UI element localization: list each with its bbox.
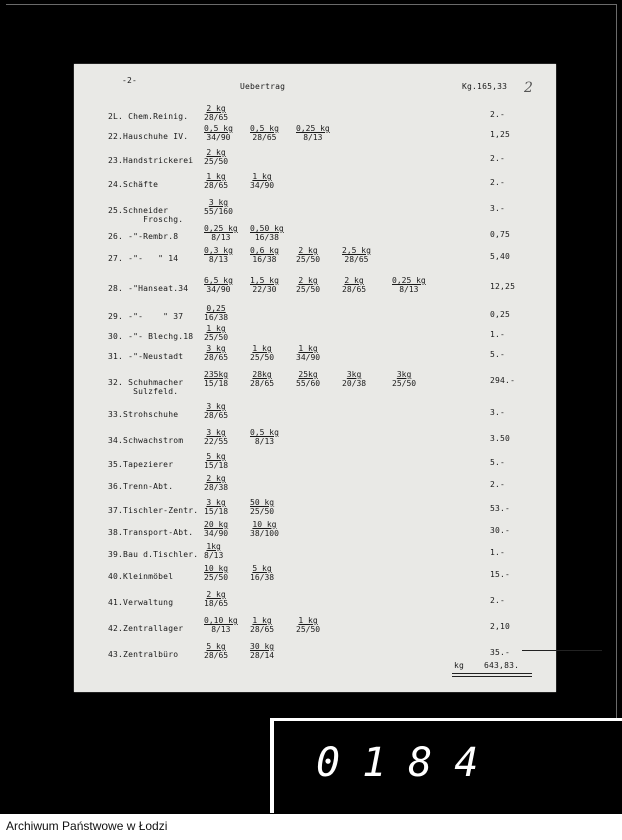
weight-fraction: 34/90 [206, 133, 231, 142]
weight-value: 3 kg [208, 198, 229, 207]
weight-entry [204, 344, 228, 362]
weight-fraction: 25/50 [296, 285, 321, 294]
row-label: 38.Transport-Abt. [108, 528, 194, 537]
weight-fraction: 28/65 [344, 255, 369, 264]
weight-entry [204, 148, 228, 166]
weight-value: 0,3 kg [204, 246, 233, 255]
weight-value: 10 kg [204, 564, 229, 573]
row-amount: 2,10 [490, 622, 511, 631]
weight-fraction: 28/14 [250, 651, 275, 660]
row-label: 28. -"Hanseat.34 [108, 284, 189, 293]
weight-value: 1 kg [298, 344, 318, 353]
carry-amount: Kg.165,33 [462, 82, 508, 91]
row-amount: 1.- [490, 330, 506, 339]
row-amount: 294.- [490, 376, 516, 385]
weight-entry [204, 564, 228, 582]
weight-entry [204, 124, 233, 142]
weight-entry [250, 124, 279, 142]
weight-value: 10 kg [252, 520, 277, 529]
weight-fraction: 8/13 [399, 285, 419, 294]
weight-entry [342, 246, 371, 264]
weight-value: 0,6 kg [250, 246, 279, 255]
row-label: 25.Schneider Froschg. [108, 206, 184, 224]
weight-fraction: 16/38 [254, 233, 279, 242]
weight-entry [296, 124, 330, 142]
row-amount: 30.- [490, 526, 511, 535]
weight-value: 5 kg [206, 642, 226, 651]
archive-footer [0, 814, 622, 840]
row-label: 33.Strohschuhe [108, 410, 179, 419]
weight-fraction: 15/18 [204, 461, 229, 470]
weight-entry [296, 370, 320, 388]
archive-name: Archiwum Państwowe w Łodzi [6, 819, 168, 833]
row-label: 24.Schäfte [108, 180, 159, 189]
weight-fraction: 18/65 [204, 599, 229, 608]
weight-value: 2 kg [206, 474, 226, 483]
row-label: 22.Hauschuhe IV. [108, 132, 189, 141]
weight-entry [392, 370, 416, 388]
weight-fraction: 22/55 [204, 437, 229, 446]
weight-entry [250, 428, 279, 446]
row-amount: 3.- [490, 204, 506, 213]
weight-value: 30 kg [250, 642, 275, 651]
weight-entry [296, 616, 320, 634]
row-amount: 53.- [490, 504, 511, 513]
row-amount: 2.- [490, 178, 506, 187]
row-label: 39.Bau d.Tischler. [108, 550, 199, 559]
weight-fraction: 15/18 [204, 379, 229, 388]
weight-value: 1 kg [252, 172, 272, 181]
weight-fraction: 25/50 [204, 333, 229, 342]
row-label: 31. -"-Neustadt [108, 352, 184, 361]
weight-entry [342, 370, 366, 388]
weight-value: 3 kg [206, 498, 226, 507]
weight-fraction: 28/65 [204, 353, 229, 362]
weight-value: 3 kg [206, 344, 226, 353]
weight-entry [250, 224, 284, 242]
weight-value: 28kg [252, 370, 272, 379]
weight-fraction: 25/50 [296, 255, 321, 264]
weight-fraction: 28/65 [250, 625, 275, 634]
weight-value: 235kg [204, 370, 229, 379]
weight-fraction: 28/65 [204, 181, 229, 190]
weight-value: 0,25 kg [392, 276, 426, 285]
weight-value: 1,5 kg [250, 276, 279, 285]
weight-fraction: 25/50 [392, 379, 417, 388]
weight-entry [204, 224, 238, 242]
row-label: 32. Schuhmacher Sulzfeld. [108, 378, 184, 396]
frame-counter [270, 718, 622, 810]
weight-entry [392, 276, 426, 294]
weight-entry [204, 474, 228, 492]
weight-value: 3 kg [206, 402, 226, 411]
row-label: 43.Zentralbüro [108, 650, 179, 659]
row-label: 27. -"- " 14 [108, 254, 179, 263]
weight-entry [204, 520, 228, 538]
weight-fraction: 28/65 [204, 113, 229, 122]
weight-fraction: 16/38 [252, 255, 277, 264]
weight-fraction: 8/13 [211, 625, 231, 634]
weight-entry [250, 344, 274, 362]
row-amount: 3.- [490, 408, 506, 417]
row-amount: 1.- [490, 548, 506, 557]
row-label: 36.Trenn-Abt. [108, 482, 174, 491]
weight-value: 2 kg [344, 276, 364, 285]
weight-value: 0,25 kg [296, 124, 330, 133]
weight-entry [204, 246, 233, 264]
weight-entry [204, 172, 228, 190]
weight-entry [204, 324, 228, 342]
weight-entry [250, 642, 274, 660]
weight-fraction: 25/50 [296, 625, 321, 634]
weight-entry [204, 428, 228, 446]
film-edge-top [6, 4, 616, 5]
total-unit: kg [454, 661, 465, 670]
weight-value: 5 kg [252, 564, 272, 573]
weight-fraction: 28/65 [252, 133, 277, 142]
weight-entry [204, 642, 228, 660]
weight-fraction: 25/50 [204, 573, 229, 582]
weight-value: 25kg [298, 370, 318, 379]
weight-entry [250, 520, 279, 538]
weight-fraction: 25/50 [250, 353, 275, 362]
weight-value: 3kg [346, 370, 362, 379]
row-amount: 5.- [490, 350, 506, 359]
weight-fraction: 28/65 [250, 379, 275, 388]
counter-number: 0184 [316, 740, 501, 786]
weight-fraction: 20/38 [342, 379, 367, 388]
weight-entry [296, 246, 320, 264]
weight-value: 6,5 kg [204, 276, 233, 285]
weight-entry [250, 616, 274, 634]
weight-value: 2 kg [206, 104, 226, 113]
weight-fraction: 8/13 [204, 551, 224, 560]
weight-value: 5 kg [206, 452, 226, 461]
weight-value: 3 kg [206, 428, 226, 437]
weight-fraction: 16/38 [204, 313, 229, 322]
weight-entry [250, 246, 279, 264]
weight-value: 0,50 kg [250, 224, 284, 233]
weight-fraction: 22/30 [252, 285, 277, 294]
total-rule-bottom [452, 671, 532, 679]
row-amount: 0,75 [490, 230, 511, 239]
weight-entry [296, 344, 320, 362]
weight-value: 1 kg [298, 616, 318, 625]
weight-value: 50 kg [250, 498, 275, 507]
weight-fraction: 34/90 [296, 353, 321, 362]
row-amount: 5,40 [490, 252, 511, 261]
weight-fraction: 28/65 [342, 285, 367, 294]
weight-fraction: 25/50 [250, 507, 275, 516]
row-label: 23.Handstrickerei [108, 156, 194, 165]
row-amount: 2.- [490, 480, 506, 489]
page-number: -2- [122, 76, 138, 85]
row-amount: 2.- [490, 154, 506, 163]
weight-value: 0,5 kg [250, 124, 279, 133]
weight-value: 2 kg [206, 590, 226, 599]
row-label: 2L. Chem.Reinig. [108, 112, 189, 121]
row-label: 35.Tapezierer [108, 460, 174, 469]
row-amount: 35.- [490, 648, 511, 657]
weight-entry [204, 542, 223, 560]
weight-value: 0,10 kg [204, 616, 238, 625]
weight-fraction: 34/90 [250, 181, 275, 190]
row-label: 30. -"- Blechg.18 [108, 332, 194, 341]
weight-entry [204, 304, 228, 322]
weight-value: 0,25 kg [204, 224, 238, 233]
weight-entry [342, 276, 366, 294]
row-amount: 0,25 [490, 310, 511, 319]
weight-value: 0,5 kg [204, 124, 233, 133]
weight-entry [250, 172, 274, 190]
handwritten-mark: 2 [524, 80, 533, 96]
weight-value: 1 kg [252, 616, 272, 625]
weight-entry [204, 276, 233, 294]
row-amount: 15.- [490, 570, 511, 579]
row-amount: 2.- [490, 110, 506, 119]
weight-entry [250, 276, 279, 294]
weight-fraction: 8/13 [254, 437, 275, 446]
film-edge-right [616, 4, 617, 724]
weight-fraction: 16/38 [250, 573, 275, 582]
weight-entry [204, 402, 228, 420]
row-amount: 12,25 [490, 282, 516, 291]
weight-value: 2 kg [298, 246, 318, 255]
weight-value: 0,25 [206, 304, 226, 313]
total-value: 643,83. [484, 661, 520, 670]
weight-value: 20 kg [204, 520, 229, 529]
weight-value: 2 kg [206, 148, 226, 157]
weight-fraction: 55/160 [204, 207, 233, 216]
weight-value: 1 kg [252, 344, 272, 353]
row-label: 41.Verwaltung [108, 598, 174, 607]
weight-value: 1 kg [206, 172, 226, 181]
weight-fraction: 55/60 [296, 379, 321, 388]
carry-label: Uebertrag [240, 82, 286, 91]
total-rule-top [522, 648, 602, 653]
weight-entry [250, 370, 274, 388]
weight-value: 2,5 kg [342, 246, 371, 255]
weight-value: 1kg [206, 542, 221, 551]
weight-fraction: 38/100 [250, 529, 279, 538]
weight-entry [250, 564, 274, 582]
row-label: 26. -"-Rembr.8 [108, 232, 179, 241]
weight-entry [204, 198, 233, 216]
document-sheet [74, 64, 556, 692]
row-label: 29. -"- " 37 [108, 312, 184, 321]
row-amount: 5.- [490, 458, 506, 467]
weight-value: 0,5 kg [250, 428, 279, 437]
row-label: 34.Schwachstrom [108, 436, 184, 445]
weight-entry [296, 276, 320, 294]
weight-entry [204, 104, 228, 122]
weight-fraction: 25/50 [204, 157, 229, 166]
row-label: 37.Tischler-Zentr. [108, 506, 199, 515]
row-amount: 2.- [490, 596, 506, 605]
row-amount: 3.50 [490, 434, 511, 443]
weight-fraction: 28/38 [204, 483, 229, 492]
weight-entry [204, 452, 228, 470]
weight-fraction: 34/90 [204, 529, 229, 538]
weight-value: 1 kg [206, 324, 226, 333]
weight-entry [204, 590, 228, 608]
weight-fraction: 15/18 [204, 507, 229, 516]
weight-fraction: 8/13 [303, 133, 323, 142]
weight-fraction: 28/65 [204, 651, 229, 660]
row-label: 42.Zentrallager [108, 624, 184, 633]
row-amount: 1,25 [490, 130, 511, 139]
weight-entry [250, 498, 274, 516]
weight-fraction: 8/13 [208, 255, 229, 264]
row-label: 40.Kleinmöbel [108, 572, 174, 581]
weight-value: 2 kg [298, 276, 318, 285]
weight-fraction: 28/65 [204, 411, 229, 420]
weight-entry [204, 498, 228, 516]
weight-fraction: 8/13 [211, 233, 231, 242]
weight-entry [204, 616, 238, 634]
weight-value: 3kg [396, 370, 412, 379]
weight-entry [204, 370, 228, 388]
weight-fraction: 34/90 [206, 285, 231, 294]
